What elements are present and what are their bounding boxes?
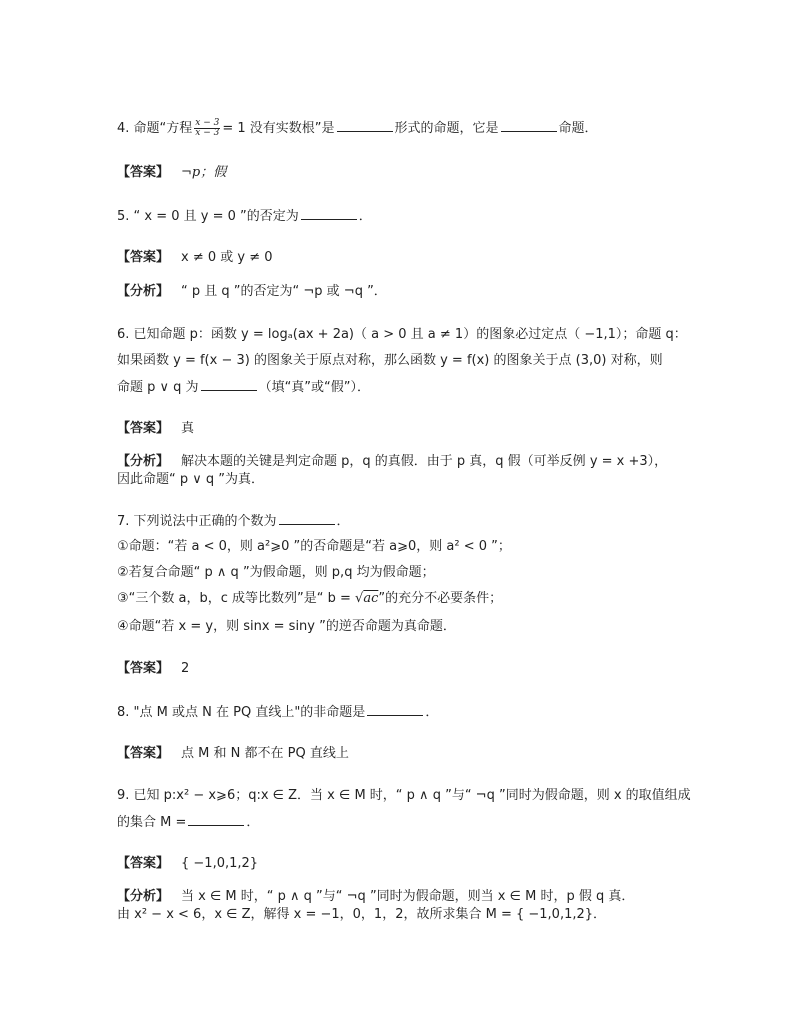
answer-blank [188, 813, 244, 826]
q9-analysis-line-2: 由 x² − x < 6，x ∈ Z，解得 x = −1，0，1，2，故所求集合 M = { −1,0,1,2}． [117, 907, 607, 922]
q4-fraction: $\frac{x - 3}{x - 3}$ [195, 118, 220, 138]
analysis-label: 【分析】 [117, 284, 170, 299]
q9-answer [117, 855, 258, 873]
question-9-line-2: 的集合 M = ． [117, 815, 260, 830]
answer-label: 【答案】 [117, 250, 170, 265]
q6-answer [117, 420, 194, 438]
q4-suffix: 命题． [558, 121, 598, 136]
answer-blank [279, 512, 335, 525]
q4-prefix: 4. 命题“方程 [117, 121, 193, 136]
question-6-line-1: 6. 已知命题 p：函数 y = logₐ(ax + 2a)（ a > 0 且 a ≠ 1）的图象必过定点（ −1,1）；命题 q： [117, 327, 687, 342]
q5-answer [117, 249, 273, 267]
analysis-text: 解决本题的关键是判定命题 p，q 的真假．由于 p 真，q 假（可举反例 y = x +3）， [181, 454, 668, 469]
question-6-line-2: 如果函数 y = f(x − 3) 的图象关于原点对称，那么函数 y = f(x) 的图象关于点 (3,0) 对称，则 [117, 353, 663, 368]
answer-blank [301, 207, 357, 220]
question-7: 7. 下列说法中正确的个数为 ． [117, 514, 350, 529]
q4-mid: = 1 没有实数根”是 [222, 121, 335, 136]
sqrt-term: ac [363, 591, 379, 606]
q5-analysis [117, 283, 387, 301]
q8-answer [117, 745, 349, 763]
analysis-text: “ p 且 q ”的否定为“ ¬p 或 ¬q ”． [181, 284, 387, 299]
analysis-label: 【分析】 [117, 454, 170, 469]
question-8: 8. "点 M 或点 N 在 PQ 直线上"的非命题是 ． [117, 705, 439, 720]
answer-label: 【答案】 [117, 856, 170, 871]
q7-option-2: ②若复合命题“ p ∧ q ”为假命题，则 p,q 均为假命题； [117, 565, 435, 580]
answer-text: x ≠ 0 或 y ≠ 0 [181, 250, 273, 265]
analysis-text: 当 x ∈ M 时，“ p ∧ q ”与“ ¬q ”同时为假命题，则当 x ∈ M 时，p 假 q 真． [181, 889, 635, 904]
q6-analysis-line-2: 因此命题“ p ∨ q ”为真． [117, 472, 265, 487]
answer-blank [201, 378, 257, 391]
q4-answer [117, 164, 226, 182]
question-5: 5. “ x = 0 且 y = 0 ”的否定为 ． [117, 209, 372, 224]
answer-text: { −1,0,1,2} [181, 856, 259, 871]
q6-analysis [117, 453, 667, 471]
q7-answer [117, 660, 189, 678]
answer-text: ¬p；假 [181, 165, 227, 180]
answer-text: 真 [181, 421, 195, 436]
answer-text: 2 [181, 661, 190, 676]
answer-label: 【答案】 [117, 746, 170, 761]
q7-option-1: ①命题：“若 a < 0，则 a²⩾0 ”的否命题是“若 a⩾0，则 a² < 0 ”； [117, 539, 511, 554]
question-4 [117, 119, 598, 138]
q7-option-4: ④命题“若 x = y，则 sinx = siny ”的逆否命题为真命题． [117, 619, 456, 634]
question-6-line-3: 命题 p ∨ q 为 （填“真”或“假”）． [117, 380, 371, 395]
q7-option-3: ③“三个数 a，b，c 成等比数列”是“ b = √ac”的充分不必要条件； [117, 591, 503, 606]
answer-blank [337, 119, 393, 132]
question-9-line-1: 9. 已知 p:x² − x⩾6；q:x ∈ Z．当 x ∈ M 时，“ p ∧ q ”与“ ¬q ”同时为假命题，则 x 的取值组成 [117, 788, 691, 803]
answer-blank [367, 703, 423, 716]
answer-blank [501, 119, 557, 132]
q9-analysis [117, 888, 634, 906]
answer-label: 【答案】 [117, 165, 170, 180]
q5-stem: 5. “ x = 0 且 y = 0 ”的否定为 [117, 209, 299, 224]
answer-text: 点 M 和 N 都不在 PQ 直线上 [181, 746, 349, 761]
answer-label: 【答案】 [117, 661, 170, 676]
analysis-label: 【分析】 [117, 889, 170, 904]
q4-mid2: 形式的命题，它是 [394, 121, 499, 136]
answer-label: 【答案】 [117, 421, 170, 436]
